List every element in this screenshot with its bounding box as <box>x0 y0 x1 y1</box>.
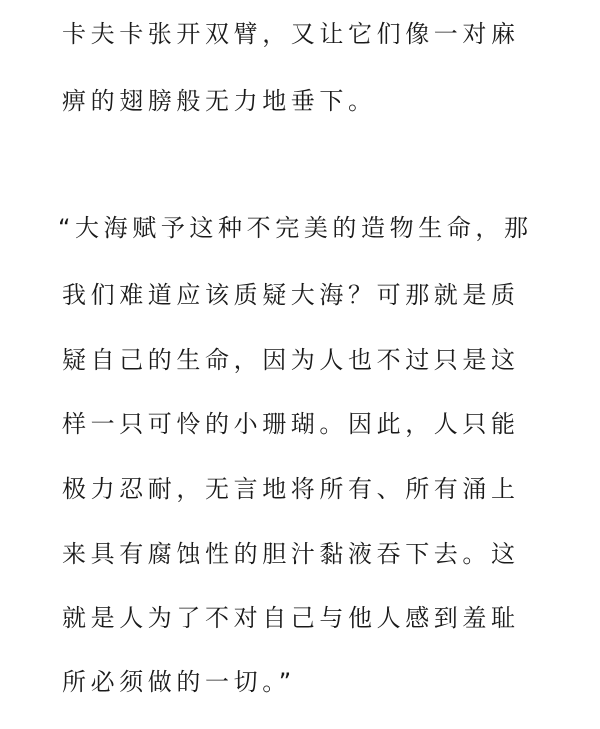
paragraph-1-line-1: 卡夫卡张开双臂，又让它们像一对麻 <box>62 20 520 48</box>
paragraph-2-line-7: 就是人为了不对自己与他人感到羞耻 <box>62 604 520 632</box>
paragraph-2-line-3: 疑自己的生命，因为人也不过只是这 <box>62 346 520 374</box>
paragraph-2-line-1: “大海赋予这种不完美的造物生命，那 <box>58 214 533 242</box>
paragraph-2-line-4: 样一只可怜的小珊瑚。因此，人只能 <box>62 410 520 438</box>
paragraph-2-line-8: 所必须做的一切。” <box>62 668 296 696</box>
paragraph-2-line-5: 极力忍耐，无言地将所有、所有涌上 <box>62 475 520 503</box>
paragraph-2-line-2: 我们难道应该质疑大海？可那就是质 <box>62 281 520 309</box>
paragraph-1-line-2: 痹的翅膀般无力地垂下。 <box>62 87 377 115</box>
paragraph-2-line-6: 来具有腐蚀性的胆汁黏液吞下去。这 <box>62 540 520 568</box>
